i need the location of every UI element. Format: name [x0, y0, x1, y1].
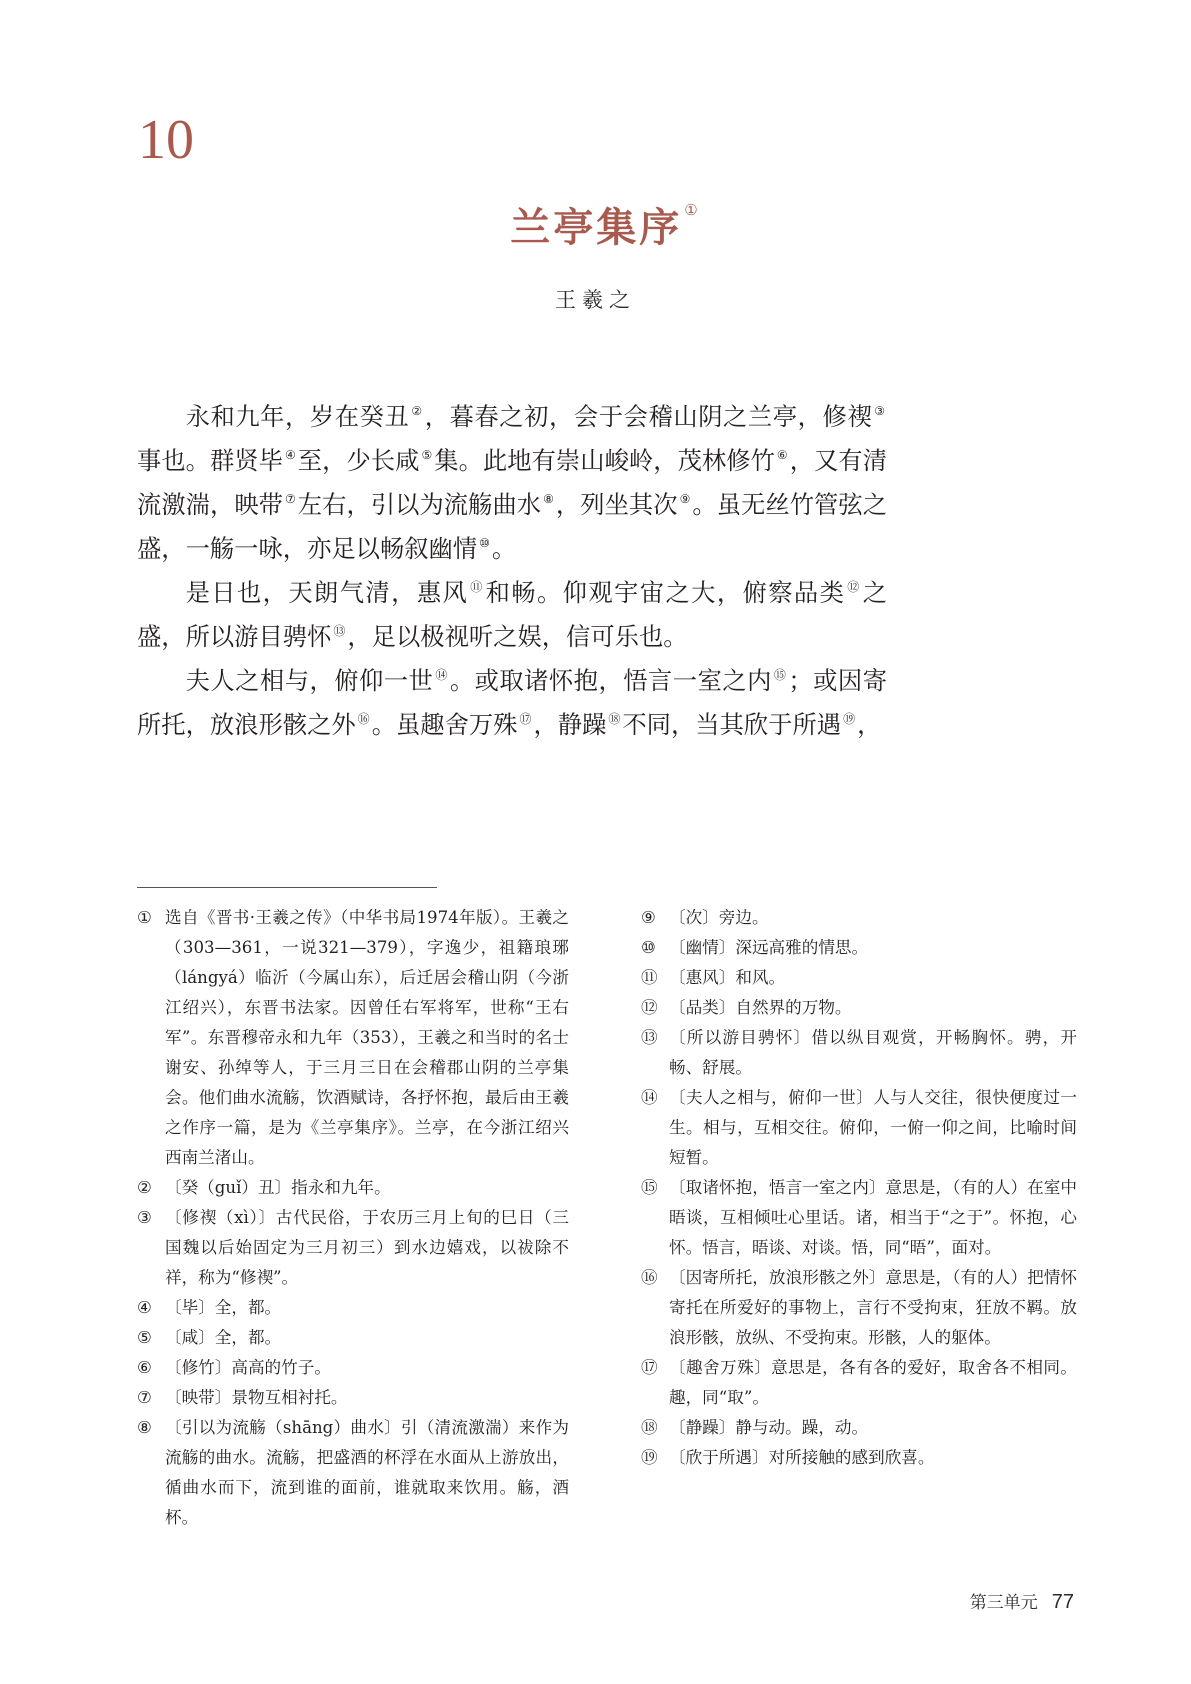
text-run: 。: [491, 534, 517, 563]
text-run: 。虽趣舍万殊: [371, 710, 518, 739]
footnote-number: ②: [137, 1178, 152, 1197]
footnote: [137, 903, 569, 1173]
footnote-text: 〔咸〕全，都。: [165, 1328, 282, 1347]
footnote-ref: ⑮: [773, 668, 787, 682]
footnote-text: 〔次〕旁边。: [669, 908, 769, 927]
footnote-text: 〔引以为流觞（shāng）曲水〕引（清流激湍）来作为流觞的曲水。流觞，把盛酒的杯浮在水面从上游放出，循曲水而下，流到谁的面前，谁就取来饮用。觞，酒杯。: [165, 1418, 569, 1527]
footnote-ref: ⑯: [357, 712, 370, 726]
footnote-ref: ⑥: [776, 448, 788, 462]
footnote-number: ⑭: [641, 1088, 658, 1107]
footnote-text: 〔夫人之相与，俯仰一世〕人与人交往，很快便度过一生。相与，互相交往。俯仰，一俯一仰之间，比喻时间短暂。: [669, 1088, 1077, 1167]
footnote-ref: ⑫: [847, 580, 861, 594]
footnote: [641, 903, 1077, 933]
footnote: [137, 1293, 569, 1323]
footnote-text: 〔所以游目骋怀〕借以纵目观赏，开畅胸怀。骋，开畅、舒展。: [669, 1028, 1077, 1077]
footnote-text: 〔映带〕景物互相衬托。: [165, 1388, 348, 1407]
title-footnote-ref: ①: [684, 201, 701, 219]
text-run: ；或因寄所托，放浪形骸之外: [137, 666, 887, 739]
text-run: 事也。群贤毕: [137, 446, 283, 475]
text-run: 是日也，天朗气清，惠风: [185, 578, 469, 607]
footnote-text: 〔惠风〕和风。: [669, 968, 786, 987]
footnote-ref: ⑬: [333, 624, 346, 638]
footnote-number: ⑮: [641, 1178, 658, 1197]
footnote-ref: ④: [285, 448, 296, 462]
footnote-ref: ⑱: [608, 712, 621, 726]
footnote: [137, 1323, 569, 1353]
footnote-text: 〔取诸怀抱，悟言一室之内〕意思是，（有的人）在室中晤谈，互相倾吐心里话。诸，相当于“之于”。怀抱，心怀。悟言，晤谈、对谈。悟，同“晤”，面对。: [669, 1178, 1077, 1257]
footnote-number: ⑥: [137, 1358, 152, 1377]
paragraph: [137, 395, 887, 571]
paragraph: [137, 571, 887, 659]
footnote-divider: [137, 887, 437, 888]
footnote: [641, 1413, 1077, 1443]
footnote: [641, 963, 1077, 993]
footnote-ref: ⑩: [479, 536, 490, 550]
footnote-number: ⑯: [641, 1268, 658, 1287]
footnote-text: 〔静躁〕静与动。躁，动。: [669, 1418, 869, 1437]
footnote: [641, 1353, 1077, 1413]
text-run: ，足以极视听之娱，信可乐也。: [347, 622, 688, 651]
footnote-text: 〔修禊（xì）〕古代民俗，于农历三月上旬的巳日（三国魏以后始固定为三月初三）到水边嬉戏，以祓除不祥，称为“修禊”。: [165, 1208, 569, 1287]
text-run: 之盛，所以游目骋怀: [137, 578, 887, 651]
text-run: 永和九年，岁在癸丑: [185, 402, 410, 431]
page-title: [510, 196, 700, 253]
text-run: ，又有清流激湍，映带: [137, 446, 888, 519]
paragraph: [137, 659, 887, 747]
title-text: 兰亭集序: [510, 204, 683, 251]
text-run: 集。此地有崇山峻岭，茂林修竹: [434, 446, 775, 475]
footnote-ref: ⑨: [679, 492, 691, 506]
footnotes-left-column: [137, 903, 569, 1533]
footnote-text: 〔毕〕全，都。: [165, 1298, 282, 1317]
author: 王羲之: [555, 288, 636, 312]
footnote-ref: ⑪: [470, 580, 484, 594]
footnotes-right-column: [641, 903, 1077, 1473]
footnote-text: 〔品类〕自然界的万物。: [669, 998, 852, 1017]
text-run: ，暮春之初，会于会稽山阴之兰亭，修禊: [424, 402, 873, 431]
text-run: 夫人之相与，俯仰一世: [185, 666, 434, 695]
footnote-number: ⑦: [137, 1388, 152, 1407]
text-run: ，: [857, 710, 882, 739]
footnote-text: 〔癸（guǐ）丑〕指永和九年。: [165, 1178, 391, 1197]
footnote-ref: ⑰: [519, 712, 532, 726]
footnote-text: 选自《晋书·王羲之传》（中华书局1974年版）。王羲之（303—361，一说321—379），字逸少，祖籍琅琊（lángyá）临沂（今属山东），后迁居会稽山阴（今浙江绍兴），东晋书法家。因曾任右军将军，世称“王右军”。东晋穆帝永和九年（353），王羲之和当时的名士谢安、孙绰等人，于三月三日在会稽郡山阴的兰亭集会。他们曲水流觞，饮酒赋诗，各抒怀抱，最后由王羲之作序一篇，是为《兰亭集序》。兰亭，在今浙江绍兴西南兰渚山。: [165, 908, 569, 1167]
footnote-number: ④: [137, 1298, 152, 1317]
text-run: ，静躁: [533, 710, 607, 739]
footnote: [641, 1443, 1077, 1473]
page-footer: [970, 1588, 1074, 1614]
footnote-number: ⑫: [641, 998, 658, 1017]
footnote-number: ⑪: [641, 968, 658, 987]
footnote-ref: ⑤: [421, 448, 433, 462]
footnote-ref: ⑧: [543, 492, 554, 506]
text-run: 至，少长咸: [297, 446, 420, 475]
text-run: 左右，引以为流觞曲水: [297, 490, 542, 519]
footnote-number: ①: [137, 908, 152, 927]
footnote: [641, 993, 1077, 1023]
text-run: 。虽无丝竹管弦之盛，一觞一咏，亦足以畅叙幽情: [137, 490, 888, 563]
footnote: [641, 1083, 1077, 1173]
unit-label: 第三单元: [969, 1593, 1038, 1613]
text-run: ，列坐其次: [555, 490, 678, 519]
title-block: [0, 196, 1191, 253]
footnote: [137, 1203, 569, 1293]
footnote-text: 〔欣于所遇〕对所接触的感到欣喜。: [669, 1448, 935, 1467]
footnote-number: ⑤: [137, 1328, 152, 1347]
footnote-number: ⑨: [641, 908, 656, 927]
footnote-ref: ⑲: [843, 712, 856, 726]
footnote-text: 〔趣舍万殊〕意思是，各有各的爱好，取舍各不相同。趣，同“取”。: [669, 1358, 1077, 1407]
footnote-number: ⑩: [641, 938, 656, 957]
main-text: [137, 395, 887, 747]
footnote: [641, 1263, 1077, 1353]
footnote: [137, 1413, 569, 1533]
footnote-ref: ③: [874, 404, 886, 418]
footnote: [137, 1173, 569, 1203]
lesson-number: 10: [138, 109, 194, 171]
footnote-number: ⑰: [641, 1358, 658, 1377]
footnote: [641, 1023, 1077, 1083]
footnote-number: ⑲: [641, 1448, 658, 1467]
footnote-number: ⑬: [641, 1028, 658, 1047]
footnote-text: 〔修竹〕高高的竹子。: [165, 1358, 331, 1377]
footnote: [641, 1173, 1077, 1263]
footnote-ref: ②: [411, 404, 423, 418]
footnote: [137, 1353, 569, 1383]
footnote-text: 〔幽情〕深远高雅的情思。: [669, 938, 869, 957]
footnote: [641, 933, 1077, 963]
footnote: [137, 1383, 569, 1413]
text-run: 不同，当其欣于所遇: [622, 710, 842, 739]
footnote-ref: ⑦: [285, 492, 296, 506]
footnote-number: ③: [137, 1208, 152, 1227]
footnote-text: 〔因寄所托，放浪形骸之外〕意思是，（有的人）把情怀寄托在所爱好的事物上，言行不受拘束，狂放不羁。放浪形骸，放纵、不受拘束。形骸，人的躯体。: [669, 1268, 1077, 1347]
text-run: 和畅。仰观宇宙之大，俯察品类: [485, 578, 846, 607]
footnote-number: ⑧: [137, 1418, 152, 1437]
text-run: 。或取诸怀抱，悟言一室之内: [449, 666, 772, 695]
footnote-ref: ⑭: [435, 668, 448, 682]
footnote-number: ⑱: [641, 1418, 658, 1437]
page-number: 77: [1051, 1591, 1074, 1613]
